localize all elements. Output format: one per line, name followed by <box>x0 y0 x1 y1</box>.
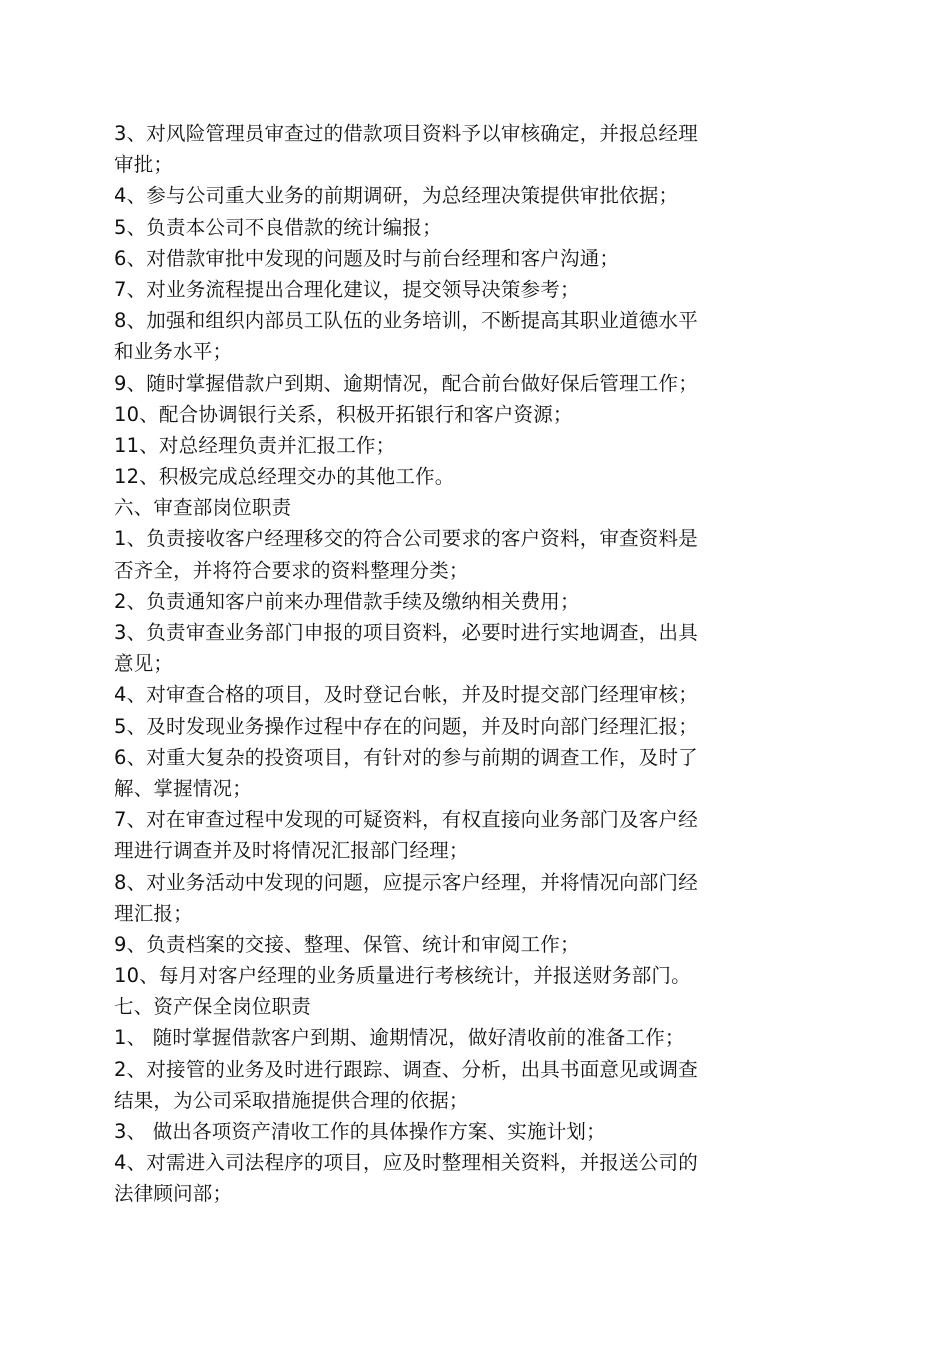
text-line: 5、负责本公司不良借款的统计编报； <box>114 215 442 239</box>
text-line: 意见； <box>114 652 174 676</box>
text-line: 11、对总经理负责并汇报工作； <box>114 433 396 457</box>
text-line: 10、每月对客户经理的业务质量进行考核统计，并报送财务部门。 <box>114 964 691 988</box>
text-line: 3、对风险管理员审查过的借款项目资料予以审核确定，并报总经理 <box>114 122 698 145</box>
text-line: 7、对在审查过程中发现的可疑资料，有权直接向业务部门及客户经 <box>114 808 698 832</box>
text-line: 理汇报； <box>114 901 193 925</box>
text-line: 4、参与公司重大业务的前期调研，为总经理决策提供审批依据； <box>114 184 679 208</box>
text-line: 12、积极完成总经理交办的其他工作。 <box>114 465 455 489</box>
text-line: 6、对借款审批中发现的问题及时与前台经理和客户沟通； <box>114 246 620 270</box>
text-line: 7、对业务流程提出合理化建议，提交领导决策参考； <box>114 277 580 301</box>
text-line: 3、 做出各项资产清收工作的具体操作方案、实施计划； <box>114 1120 606 1143</box>
text-line: 9、负责档案的交接、整理、保管、统计和审阅工作； <box>114 932 580 956</box>
text-line: 2、负责通知客户前来办理借款手续及缴纳相关费用； <box>114 589 580 613</box>
text-line: 9、随时掌握借款户到期、逾期情况，配合前台做好保后管理工作； <box>114 371 698 395</box>
text-line: 审批； <box>114 153 174 177</box>
text-line: 1、负责接收客户经理移交的符合公司要求的客户资料，审查资料是 <box>114 527 698 551</box>
text-line: 8、对业务活动中发现的问题，应提示客户经理，并将情况向部门经 <box>114 870 698 894</box>
text-line: 解、掌握情况； <box>114 776 252 800</box>
text-line: 4、对审查合格的项目，及时登记台帐，并及时提交部门经理审核； <box>114 683 698 707</box>
text-line: 1、 随时掌握借款客户到期、逾期情况，做好清收前的准备工作； <box>114 1026 685 1050</box>
text-line: 8、加强和组织内部员工队伍的业务培训，不断提高其职业道德水平 <box>114 309 698 333</box>
text-line: 理进行调查并及时将情况汇报部门经理； <box>114 839 469 863</box>
text-line: 结果，为公司采取措施提供合理的依据； <box>114 1088 469 1112</box>
text-line: 5、及时发现业务操作过程中存在的问题，并及时向部门经理汇报； <box>114 714 698 738</box>
text-line: 4、对需进入司法程序的项目，应及时整理相关资料，并报送公司的 <box>114 1151 698 1175</box>
text-line: 3、负责审查业务部门申报的项目资料，必要时进行实地调查，出具 <box>114 621 698 644</box>
section-heading: 六、审查部岗位职责 <box>114 496 292 520</box>
document-page <box>114 118 776 1210</box>
text-line: 10、配合协调银行关系，积极开拓银行和客户资源； <box>114 402 573 426</box>
text-line: 6、对重大复杂的投资项目，有针对的参与前期的调查工作，及时了 <box>114 745 698 769</box>
text-line: 法律顾问部； <box>114 1182 233 1206</box>
section-heading: 七、资产保全岗位职责 <box>114 995 312 1019</box>
text-line: 否齐全，并将符合要求的资料整理分类； <box>114 558 469 582</box>
text-line: 和业务水平； <box>114 340 233 364</box>
text-line: 2、对接管的业务及时进行跟踪、调查、分析，出具书面意见或调查 <box>114 1057 698 1081</box>
